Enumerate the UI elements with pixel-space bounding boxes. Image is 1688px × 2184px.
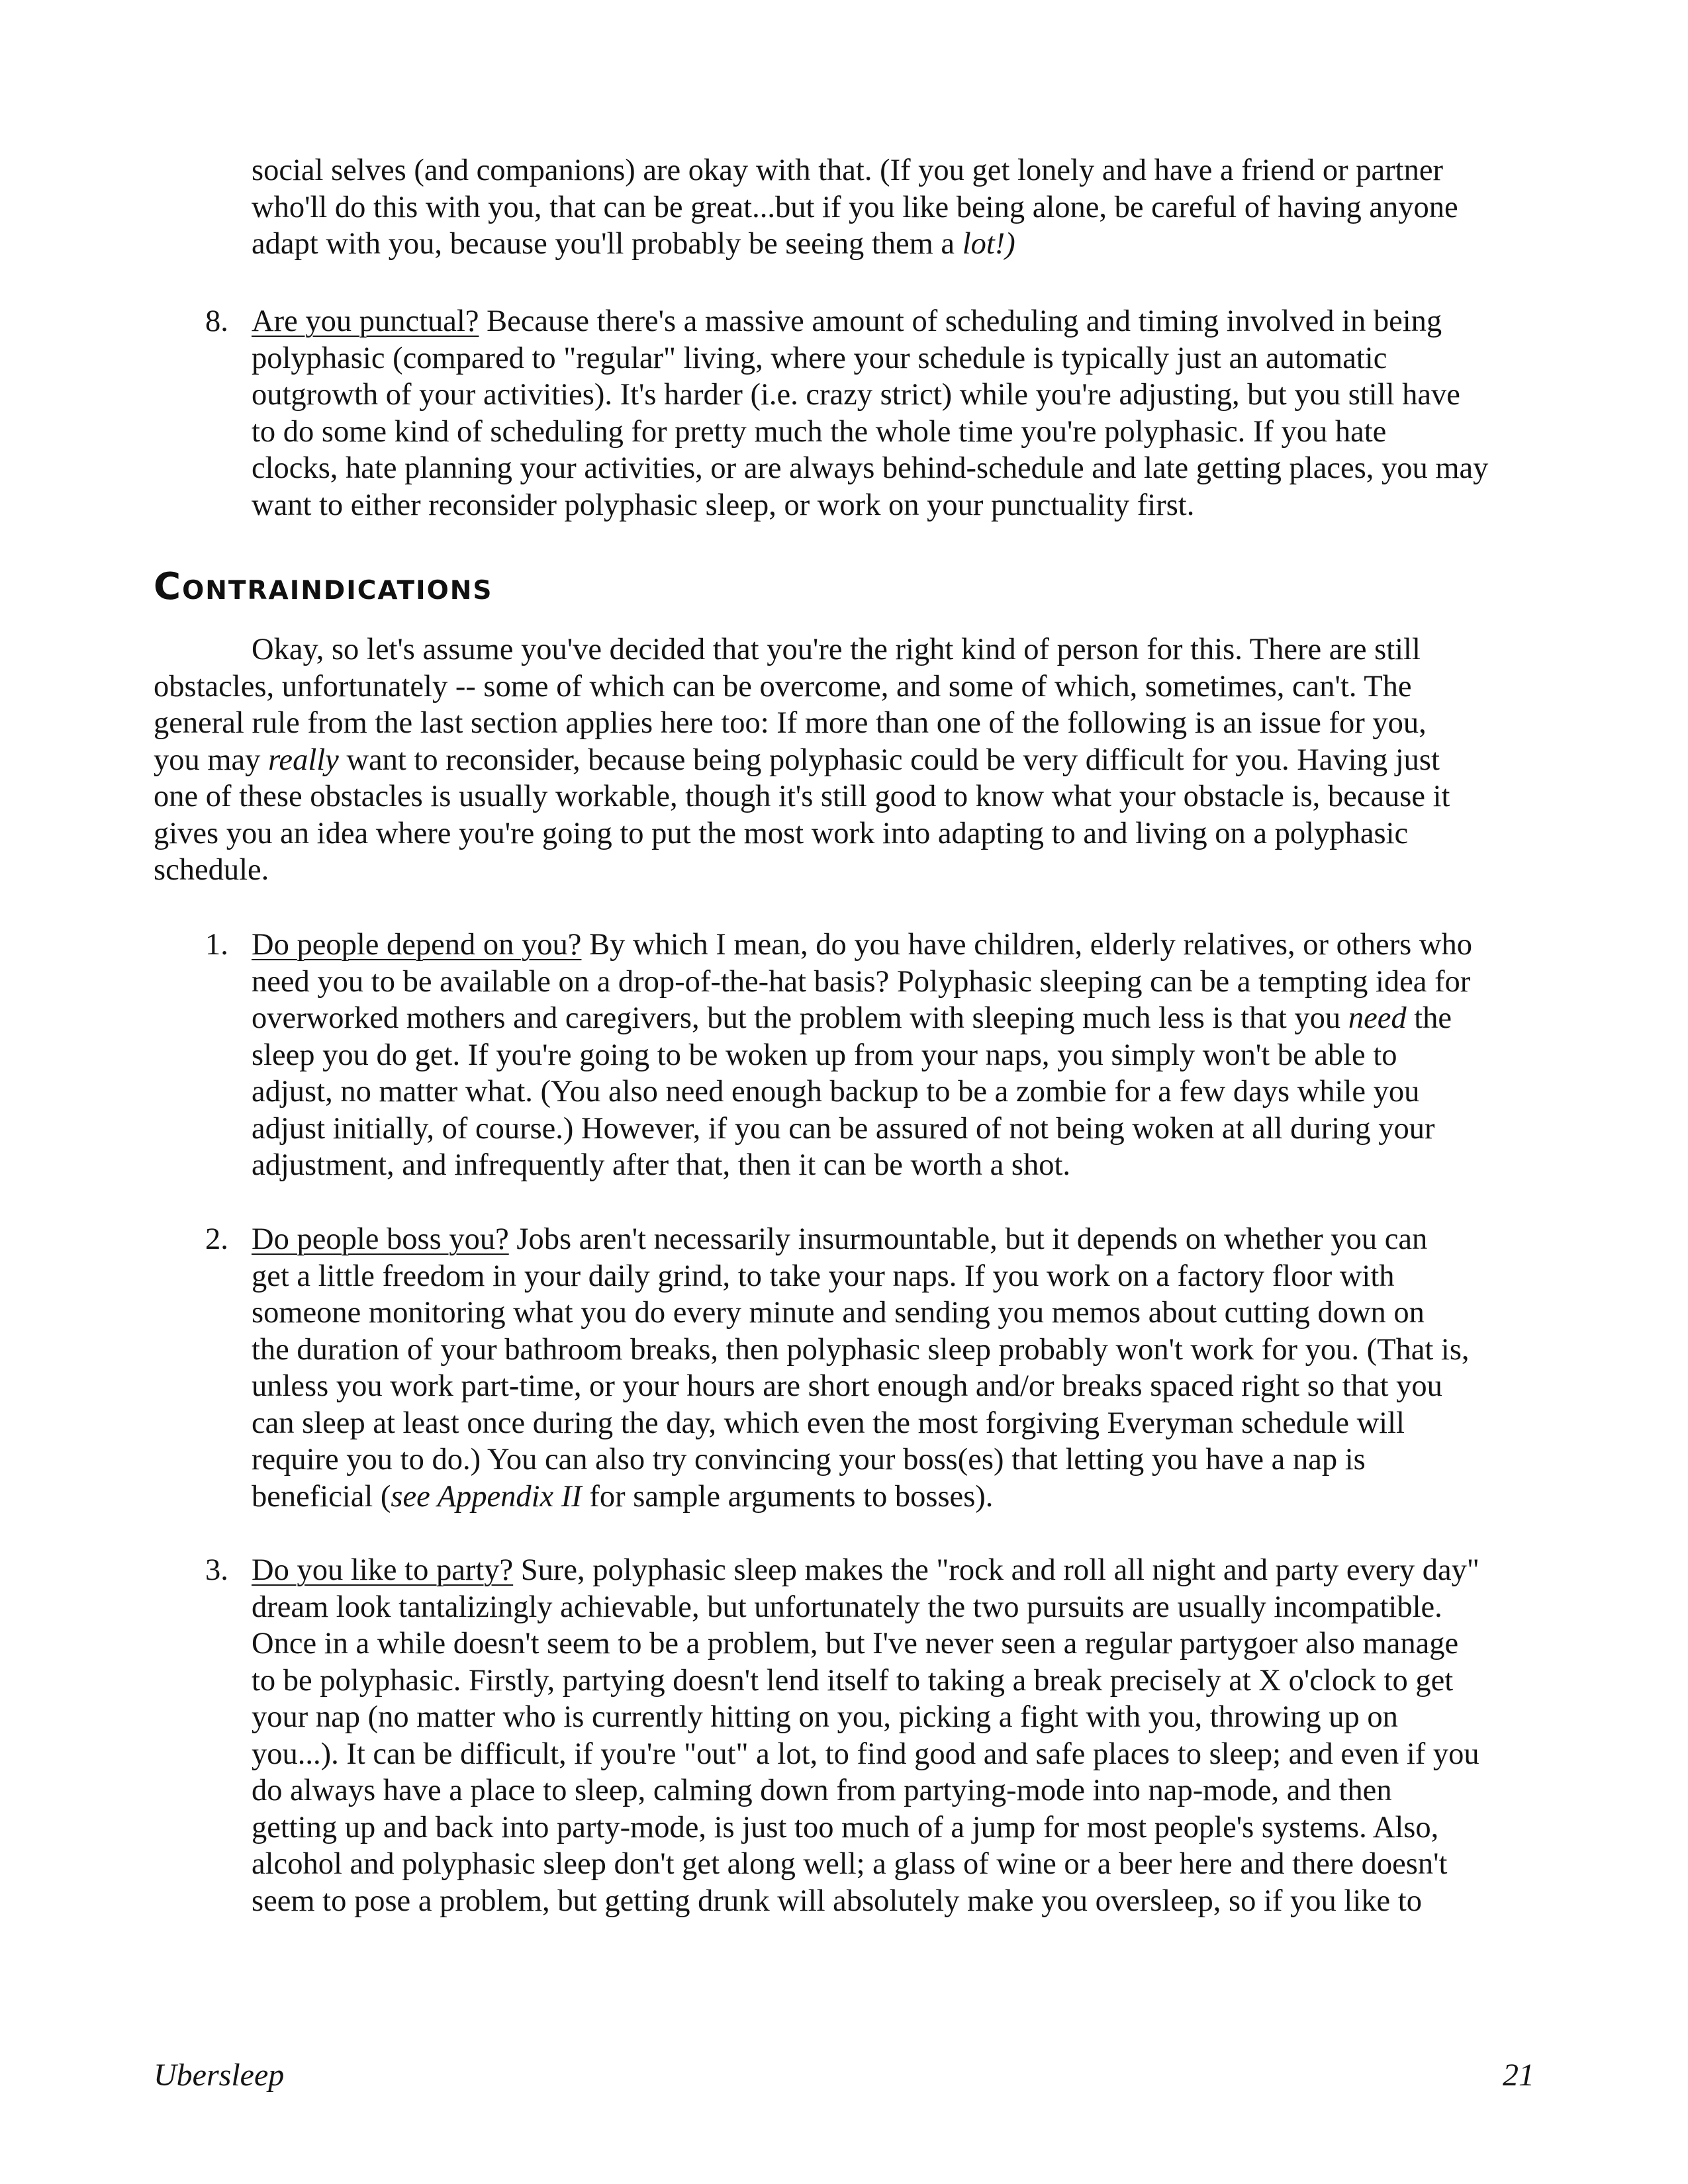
list-number: 3.: [205, 1553, 228, 1587]
list-number: 2.: [205, 1222, 228, 1256]
text-segment: want to reconsider, because being polyphasic could be very difficult for you. Having just: [338, 743, 1440, 777]
text-line: you...). It can be difficult, if you're "out" a lot, to find good and safe places to sleep; and even if you: [252, 1737, 1479, 1771]
text-line: polyphasic (compared to "regular" living, where your schedule is typically just an automatic: [252, 341, 1387, 375]
text-line: want to either reconsider polyphasic sleep, or work on your punctuality first.: [252, 488, 1195, 522]
text-segment: adapt with you, because you'll probably be seeing them a: [252, 227, 962, 261]
text-line: to do some kind of scheduling for pretty much the whole time you're polyphasic. If you hate: [252, 414, 1387, 449]
text-segment: you may: [154, 743, 269, 777]
emphasis-text: really: [268, 743, 339, 777]
text-line: gives you an idea where you're going to put the most work into adapting to and living on a polyphasic: [154, 816, 1409, 850]
text-line: the duration of your bathroom breaks, then polyphasic sleep probably won't work for you. (That is,: [252, 1332, 1470, 1367]
text-line: alcohol and polyphasic sleep don't get along well; a glass of wine or a beer here and there doesn't: [252, 1847, 1448, 1881]
item-question: Are you punctual?: [252, 304, 479, 338]
text-line: someone monitoring what you do every minute and sending you memos about cutting down on: [252, 1296, 1425, 1330]
text-line: one of these obstacles is usually workable, though it's still good to know what your obstacle is, because it: [154, 780, 1450, 813]
text-segment: Jobs aren't necessarily insurmountable, but it depends on whether you can: [508, 1222, 1428, 1256]
list-item-punctual: [252, 303, 1488, 523]
text-line: adjust, no matter what. (You also need enough backup to be a zombie for a few days while you: [252, 1075, 1420, 1109]
text-line: [252, 927, 1472, 964]
text-line: getting up and back into party-mode, is just too much of a jump for most people's systems. Also,: [252, 1810, 1439, 1844]
intro-paragraph: [154, 631, 1450, 889]
section-heading: Contraindications: [154, 565, 493, 608]
text-line: do always have a place to sleep, calming down from partying-mode into nap-mode, and then: [252, 1774, 1392, 1807]
text-line: outgrowth of your activities). It's harder (i.e. crazy strict) while you're adjusting, but you still have: [252, 378, 1460, 412]
text-line: who'll do this with you, that can be great...but if you like being alone, be careful of having anyone: [252, 190, 1458, 224]
text-line: [154, 742, 1450, 779]
emphasis-text: need: [1348, 1001, 1407, 1035]
text-line: your nap (no matter who is currently hitting on you, picking a fight with you, throwing up on: [252, 1700, 1398, 1734]
text-line: [252, 226, 1458, 263]
list-number: 8.: [205, 304, 228, 338]
list-item-party: [252, 1552, 1479, 1919]
text-line: adjustment, and infrequently after that, then it can be worth a shot.: [252, 1148, 1071, 1182]
text-line: seem to pose a problem, but getting drunk will absolutely make you oversleep, so if you like to: [252, 1884, 1422, 1918]
text-line: adjust initially, of course.) However, if you can be assured of not being woken at all during your: [252, 1111, 1435, 1146]
text-segment: overworked mothers and caregivers, but the problem with sleeping much less is that you: [252, 1001, 1348, 1035]
item-question: Do you like to party?: [252, 1553, 514, 1587]
footer-title: Ubersleep: [154, 2058, 285, 2093]
text-line: dream look tantalizingly achievable, but unfortunately the two pursuits are usually incompatible.: [252, 1590, 1442, 1624]
text-line: Okay, so let's assume you've decided that you're the right kind of person for this. There are still: [252, 633, 1421, 666]
item-question: Do people boss you?: [252, 1222, 509, 1256]
page-number: 21: [1503, 2058, 1534, 2093]
text-line: Once in a while doesn't seem to be a problem, but I've never seen a regular partygoer also manage: [252, 1627, 1459, 1661]
text-line: unless you work part-time, or your hours are short enough and/or breaks spaced right so that you: [252, 1369, 1442, 1403]
text-line: obstacles, unfortunately -- some of which can be overcome, and some of which, sometimes, can't. The: [154, 669, 1412, 704]
list-item-boss: [252, 1221, 1470, 1515]
list-item-depend: [252, 927, 1472, 1184]
appendix-reference: see Appendix II: [391, 1479, 582, 1514]
list-number: 1.: [205, 928, 228, 962]
text-line: [252, 1000, 1472, 1037]
text-segment: Sure, polyphasic sleep makes the "rock and roll all night and party every day": [513, 1553, 1479, 1587]
text-line: sleep you do get. If you're going to be woken up from your naps, you simply won't be able to: [252, 1038, 1397, 1072]
text-line: can sleep at least once during the day, which even the most forgiving Everyman schedule will: [252, 1406, 1405, 1440]
item-question: Do people depend on you?: [252, 928, 582, 962]
text-segment: for sample arguments to bosses).: [581, 1479, 994, 1514]
text-segment: Because there's a massive amount of scheduling and timing involved in being: [479, 304, 1442, 338]
emphasis-text: lot!): [962, 227, 1015, 261]
text-line: need you to be available on a drop-of-the-hat basis? Polyphasic sleeping can be a tempting idea for: [252, 964, 1471, 999]
text-segment: beneficial (: [252, 1479, 391, 1514]
text-line: social selves (and companions) are okay with that. (If you get lonely and have a friend or partner: [252, 154, 1443, 187]
text-line: [252, 1221, 1470, 1258]
text-segment: By which I mean, do you have children, elderly relatives, or others who: [581, 928, 1472, 962]
text-line: general rule from the last section applies here too: If more than one of the following is an issue for you,: [154, 706, 1427, 740]
text-line: [252, 303, 1488, 340]
text-line: clocks, hate planning your activities, or are always behind-schedule and late getting places, you may: [252, 451, 1489, 485]
text-line: [252, 1552, 1479, 1589]
text-line: get a little freedom in your daily grind, to take your naps. If you work on a factory floor with: [252, 1259, 1395, 1293]
item7-continuation: [252, 152, 1458, 263]
text-line: [252, 1479, 1470, 1516]
text-line: require you to do.) You can also try convincing your boss(es) that letting you have a nap is: [252, 1443, 1366, 1477]
text-segment: the: [1406, 1001, 1452, 1035]
text-line: schedule.: [154, 853, 269, 887]
text-line: to be polyphasic. Firstly, partying doesn't lend itself to taking a break precisely at X o'clock to get: [252, 1663, 1454, 1698]
